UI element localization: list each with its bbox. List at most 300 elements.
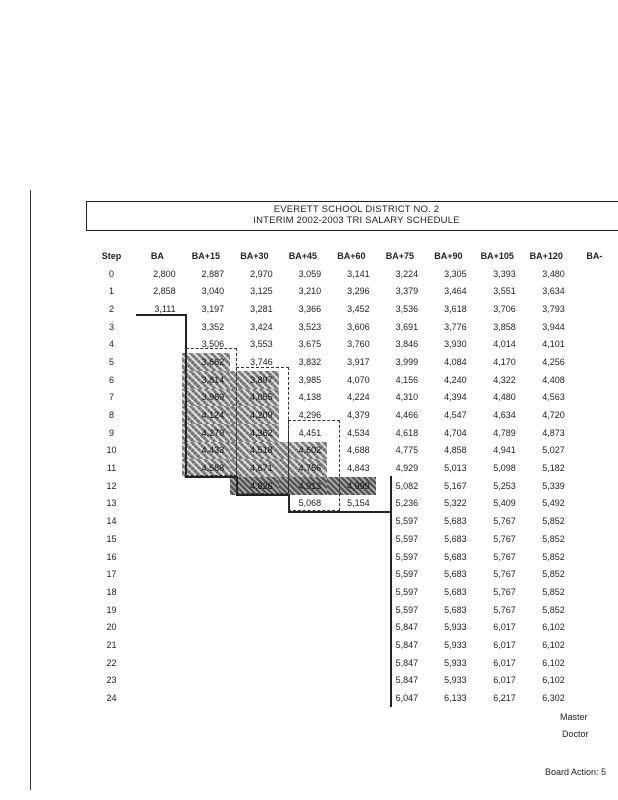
salary-cell: [133, 335, 182, 353]
salary-cell: 5,597: [395, 551, 419, 562]
salary-cell: [279, 636, 328, 654]
salary-cell: [133, 618, 182, 636]
salary-cell: [327, 548, 376, 566]
highlight-box: [186, 348, 237, 476]
salary-cell: [279, 654, 328, 672]
boundary-line: [236, 494, 288, 496]
salary-cell: [182, 636, 231, 654]
salary-cell: [327, 530, 376, 548]
table-row: [90, 406, 618, 424]
salary-cell: 4,588: [182, 459, 231, 477]
table-row: [90, 459, 618, 477]
salary-cell: 5,933: [444, 675, 467, 686]
salary-cell: 5,933: [444, 622, 467, 633]
salary-cell: [230, 548, 279, 566]
salary-cell: [327, 618, 376, 636]
salary-cell: [571, 406, 618, 424]
salary-cell: 5,013: [444, 463, 467, 474]
salary-cell: 4,602: [279, 442, 328, 460]
step-cell: 1: [109, 286, 115, 297]
column-header: BA-: [586, 250, 603, 261]
salary-cell: [230, 654, 279, 672]
salary-cell: [133, 406, 182, 424]
salary-cell: 4,756: [279, 459, 328, 477]
salary-cell: [230, 512, 279, 530]
salary-cell: 5,847: [395, 657, 419, 668]
salary-cell: 6,017: [493, 622, 516, 633]
salary-cell: 3,691: [395, 321, 419, 332]
salary-cell: 3,224: [395, 268, 419, 279]
table-row: [90, 565, 618, 583]
salary-cell: 3,040: [201, 286, 225, 297]
salary-cell: [279, 583, 328, 601]
step-cell: 6: [109, 374, 115, 385]
salary-cell: 3,706: [493, 303, 516, 314]
table-row: [90, 371, 618, 389]
salary-cell: [327, 689, 376, 707]
salary-cell: 3,846: [395, 339, 419, 350]
salary-cell: 4,256: [542, 356, 565, 367]
salary-cell: 3,210: [298, 286, 322, 297]
salary-cell: 3,793: [542, 303, 565, 314]
salary-cell: 4,084: [444, 356, 467, 367]
salary-cell: 6,017: [493, 639, 516, 650]
salary-cell: 3,393: [493, 268, 516, 279]
salary-cell: 4,408: [542, 374, 565, 385]
salary-cell: 4,518: [230, 442, 279, 460]
salary-cell: 3,366: [298, 303, 322, 314]
schedule-title: INTERIM 2002-2003 TRI SALARY SCHEDULE: [253, 215, 460, 226]
table-row: [90, 389, 618, 407]
salary-cell: 5,492: [542, 498, 565, 509]
salary-cell: [133, 548, 182, 566]
salary-cell: [279, 618, 328, 636]
salary-cell: [571, 353, 618, 371]
salary-cell: 3,897: [230, 371, 279, 389]
salary-cell: 3,379: [395, 286, 419, 297]
salary-cell: 5,322: [444, 498, 467, 509]
salary-cell: 5,767: [493, 516, 516, 527]
table-row: [90, 636, 618, 654]
salary-cell: [571, 495, 618, 513]
salary-cell: [327, 672, 376, 690]
salary-cell: 4,618: [395, 427, 419, 438]
table-row: [90, 265, 618, 283]
salary-cell: [182, 583, 231, 601]
salary-cell: 3,662: [182, 353, 231, 371]
table-row: [90, 530, 618, 548]
salary-cell: 5,767: [493, 604, 516, 615]
salary-cell: [571, 654, 618, 672]
step-cell: 7: [109, 392, 115, 403]
salary-cell: 4,999: [327, 477, 376, 495]
salary-cell: [182, 618, 231, 636]
salary-cell: 5,852: [542, 569, 565, 580]
salary-cell: 4,720: [542, 410, 565, 421]
salary-cell: 4,941: [493, 445, 516, 456]
salary-cell: 3,536: [395, 303, 419, 314]
table-row: [90, 424, 618, 442]
salary-cell: 4,858: [444, 445, 467, 456]
column-header: BA+15: [191, 250, 220, 261]
salary-cell: 5,339: [542, 480, 565, 491]
step-cell: 9: [109, 427, 115, 438]
salary-cell: 4,433: [182, 442, 231, 460]
salary-cell: [133, 565, 182, 583]
salary-cell: 5,597: [395, 533, 419, 544]
salary-cell: 5,767: [493, 551, 516, 562]
salary-cell: 5,933: [444, 657, 467, 668]
salary-cell: [571, 459, 618, 477]
schedule-header: [86, 201, 618, 231]
salary-cell: [571, 300, 618, 318]
salary-cell: [182, 495, 231, 513]
salary-cell: 4,138: [298, 392, 322, 403]
salary-cell: 5,852: [542, 604, 565, 615]
salary-cell: 2,800: [153, 268, 176, 279]
step-cell: 14: [106, 516, 117, 527]
highlight-box: [288, 420, 340, 511]
salary-cell: 5,253: [493, 480, 516, 491]
salary-cell: 5,683: [444, 569, 467, 580]
salary-cell: 5,683: [444, 533, 467, 544]
salary-cell: [571, 265, 618, 283]
salary-cell: 4,775: [395, 445, 419, 456]
salary-cell: 6,017: [493, 657, 516, 668]
salary-cell: 4,913: [279, 477, 328, 495]
salary-cell: 5,597: [395, 569, 419, 580]
salary-cell: [327, 565, 376, 583]
salary-cell: 4,240: [444, 374, 467, 385]
step-cell: 12: [106, 480, 117, 491]
salary-cell: 4,070: [347, 374, 370, 385]
salary-cell: 4,563: [542, 392, 565, 403]
salary-cell: [182, 477, 231, 495]
step-cell: 23: [106, 675, 117, 686]
salary-cell: 4,688: [347, 445, 370, 456]
salary-cell: [279, 530, 328, 548]
salary-cell: [230, 672, 279, 690]
salary-cell: 3,930: [444, 339, 467, 350]
salary-cell: [571, 618, 618, 636]
salary-cell: [133, 442, 182, 460]
salary-cell: 5,597: [395, 516, 419, 527]
salary-cell: 4,671: [230, 459, 279, 477]
salary-cell: 3,141: [347, 268, 370, 279]
salary-cell: [571, 583, 618, 601]
table-row: [90, 583, 618, 601]
table-header-row: [90, 247, 618, 265]
step-cell: 0: [109, 268, 115, 279]
salary-cell: [182, 530, 231, 548]
salary-cell: 3,480: [542, 268, 565, 279]
district-title: EVERETT SCHOOL DISTRICT NO. 2: [273, 204, 440, 215]
salary-cell: [133, 371, 182, 389]
salary-cell: 4,101: [542, 339, 565, 350]
column-header: BA+105: [480, 250, 514, 261]
salary-cell: 3,553: [250, 339, 273, 350]
salary-cell: 3,618: [444, 303, 467, 314]
salary-cell: 3,746: [250, 356, 273, 367]
salary-cell: [571, 530, 618, 548]
salary-cell: 4,704: [444, 427, 467, 438]
step-cell: 8: [109, 410, 115, 421]
salary-cell: 3,452: [347, 303, 370, 314]
salary-cell: 5,597: [395, 604, 419, 615]
salary-cell: [571, 389, 618, 407]
board-action-note: Board Action: 5: [545, 767, 607, 777]
column-header: BA+75: [385, 250, 415, 261]
salary-cell: 5,767: [493, 586, 516, 597]
salary-cell: 3,606: [347, 321, 370, 332]
salary-cell: [327, 512, 376, 530]
salary-cell: [230, 601, 279, 619]
salary-cell: [279, 565, 328, 583]
salary-cell: 4,534: [347, 427, 370, 438]
table-row: [90, 672, 618, 690]
salary-cell: [133, 424, 182, 442]
highlight-box: [236, 367, 289, 494]
step-cell: 21: [106, 639, 117, 650]
salary-cell: 3,858: [493, 321, 516, 332]
salary-cell: [571, 371, 618, 389]
salary-cell: [182, 512, 231, 530]
salary-cell: [230, 583, 279, 601]
salary-cell: 6,047: [395, 693, 419, 704]
salary-cell: [133, 318, 182, 336]
salary-cell: 5,767: [493, 533, 516, 544]
salary-cell: [571, 601, 618, 619]
step-cell: 15: [106, 533, 117, 544]
salary-cell: [279, 548, 328, 566]
salary-cell: 5,683: [444, 551, 467, 562]
table-row: [90, 477, 618, 495]
salary-cell: 5,852: [542, 586, 565, 597]
step-cell: 3: [109, 321, 115, 332]
salary-cell: 4,224: [347, 392, 370, 403]
table-row: [90, 495, 618, 513]
salary-cell: [133, 495, 182, 513]
column-header: BA+120: [529, 250, 563, 261]
salary-cell: [327, 583, 376, 601]
salary-cell: 2,887: [201, 268, 225, 279]
column-header: BA+60: [337, 250, 366, 261]
boundary-line: [136, 314, 185, 316]
salary-cell: [327, 601, 376, 619]
boundary-line: [288, 511, 391, 513]
salary-cell: 3,059: [298, 268, 322, 279]
boundary-line: [185, 476, 236, 478]
salary-cell: 4,929: [395, 463, 419, 474]
salary-cell: 4,170: [493, 356, 516, 367]
salary-cell: 3,281: [250, 303, 273, 314]
salary-cell: 3,551: [493, 286, 516, 297]
salary-cell: [133, 512, 182, 530]
salary-cell: 4,843: [347, 463, 370, 474]
salary-cell: [182, 689, 231, 707]
salary-cell: 5,027: [542, 445, 565, 456]
table-row: [90, 335, 618, 353]
salary-cell: 3,776: [444, 321, 467, 332]
column-header: BA+30: [240, 250, 269, 261]
salary-cell: 5,683: [444, 604, 467, 615]
masters-note: Master: [560, 712, 588, 722]
column-header: BA+90: [434, 250, 463, 261]
column-header: BA+45: [288, 250, 318, 261]
salary-cell: 3,296: [347, 286, 370, 297]
salary-cell: [571, 636, 618, 654]
doctor-note: Doctor: [562, 729, 589, 739]
salary-cell: 5,082: [395, 480, 419, 491]
step-cell: 5: [109, 356, 115, 367]
salary-cell: 5,852: [542, 551, 565, 562]
salary-cell: [279, 512, 328, 530]
salary-cell: [133, 689, 182, 707]
salary-cell: 4,362: [230, 424, 279, 442]
salary-cell: 3,634: [542, 286, 565, 297]
step-cell: 4: [109, 339, 115, 350]
step-cell: 16: [106, 551, 117, 562]
salary-cell: 4,480: [493, 392, 516, 403]
salary-cell: 4,310: [395, 392, 419, 403]
salary-cell: 4,394: [444, 392, 467, 403]
salary-cell: [230, 565, 279, 583]
salary-cell: 6,017: [493, 675, 516, 686]
step-cell: 20: [106, 622, 117, 633]
salary-cell: 3,917: [347, 356, 370, 367]
salary-cell: 6,102: [542, 675, 565, 686]
salary-cell: 5,167: [444, 480, 467, 491]
salary-cell: [571, 548, 618, 566]
salary-cell: [571, 424, 618, 442]
step-cell: 22: [106, 657, 117, 668]
table-row: [90, 548, 618, 566]
salary-cell: 3,814: [182, 371, 231, 389]
salary-cell: 5,236: [395, 498, 419, 509]
salary-cell: [133, 636, 182, 654]
salary-cell: 3,760: [347, 339, 370, 350]
salary-cell: [182, 672, 231, 690]
salary-cell: [230, 618, 279, 636]
salary-cell: 4,451: [298, 427, 322, 438]
salary-cell: [230, 689, 279, 707]
step-cell: 2: [109, 303, 115, 314]
left-margin-rule: [30, 190, 31, 790]
salary-cell: [571, 282, 618, 300]
salary-cell: [571, 672, 618, 690]
salary-cell: 5,597: [395, 586, 419, 597]
table-row: [90, 654, 618, 672]
salary-cell: 5,683: [444, 586, 467, 597]
salary-cell: [571, 689, 618, 707]
salary-cell: [182, 565, 231, 583]
salary-cell: 3,111: [154, 303, 176, 314]
salary-cell: 5,683: [444, 516, 467, 527]
salary-cell: 3,969: [182, 389, 231, 407]
salary-cell: [571, 335, 618, 353]
table-row: [90, 442, 618, 460]
table-row: [90, 689, 618, 707]
salary-cell: [133, 601, 182, 619]
salary-cell: 5,847: [395, 622, 419, 633]
column-header: BA: [150, 250, 164, 261]
salary-cell: 5,409: [493, 498, 516, 509]
salary-cell: [133, 583, 182, 601]
salary-cell: 6,133: [444, 693, 467, 704]
salary-cell: 4,124: [182, 406, 231, 424]
salary-cell: 5,933: [444, 639, 467, 650]
salary-cell: 4,873: [542, 427, 565, 438]
step-cell: 13: [106, 498, 117, 509]
salary-cell: 3,832: [298, 356, 322, 367]
salary-cell: 5,767: [493, 569, 516, 580]
salary-cell: [327, 636, 376, 654]
salary-cell: 6,302: [542, 693, 565, 704]
salary-cell: 3,305: [444, 268, 467, 279]
salary-cell: 6,102: [542, 639, 565, 650]
salary-cell: [133, 672, 182, 690]
salary-cell: [182, 548, 231, 566]
salary-cell: [571, 442, 618, 460]
table-row: [90, 353, 618, 371]
step-cell: 17: [106, 569, 117, 580]
salary-cell: 3,424: [250, 321, 273, 332]
salary-cell: 6,217: [493, 693, 516, 704]
salary-cell: 5,098: [493, 463, 516, 474]
salary-cell: [279, 672, 328, 690]
salary-cell: 5,182: [542, 463, 565, 474]
salary-cell: [133, 459, 182, 477]
table-row: [90, 318, 618, 336]
salary-cell: 5,068: [298, 498, 322, 509]
step-cell: 19: [106, 604, 117, 615]
salary-cell: 4,322: [493, 374, 516, 385]
salary-cell: 4,279: [182, 424, 231, 442]
salary-cell: 4,826: [230, 477, 279, 495]
table-row: [90, 601, 618, 619]
salary-cell: [133, 477, 182, 495]
table-row: [90, 512, 618, 530]
salary-cell: 5,852: [542, 533, 565, 544]
salary-cell: [133, 654, 182, 672]
salary-cell: 3,464: [444, 286, 467, 297]
salary-cell: 4,296: [298, 410, 322, 421]
salary-cell: 5,847: [395, 675, 419, 686]
table-row: [90, 618, 618, 636]
salary-cell: [182, 654, 231, 672]
salary-cell: 4,547: [444, 410, 467, 421]
salary-cell: 3,675: [298, 339, 322, 350]
salary-cell: 6,102: [542, 622, 565, 633]
salary-cell: 3,197: [201, 303, 225, 314]
boundary-line: [390, 476, 392, 707]
salary-cell: 5,154: [347, 498, 370, 509]
salary-cell: 3,985: [298, 374, 322, 385]
salary-cell: 4,055: [230, 389, 279, 407]
salary-cell: [230, 530, 279, 548]
salary-cell: [133, 353, 182, 371]
salary-cell: [571, 318, 618, 336]
salary-cell: 4,209: [230, 406, 279, 424]
salary-cell: 4,789: [493, 427, 516, 438]
step-cell: 11: [106, 463, 117, 474]
salary-cell: [133, 530, 182, 548]
salary-cell: [571, 477, 618, 495]
step-cell: 18: [106, 586, 117, 597]
salary-cell: [182, 601, 231, 619]
salary-cell: [230, 636, 279, 654]
salary-cell: 3,999: [395, 356, 419, 367]
